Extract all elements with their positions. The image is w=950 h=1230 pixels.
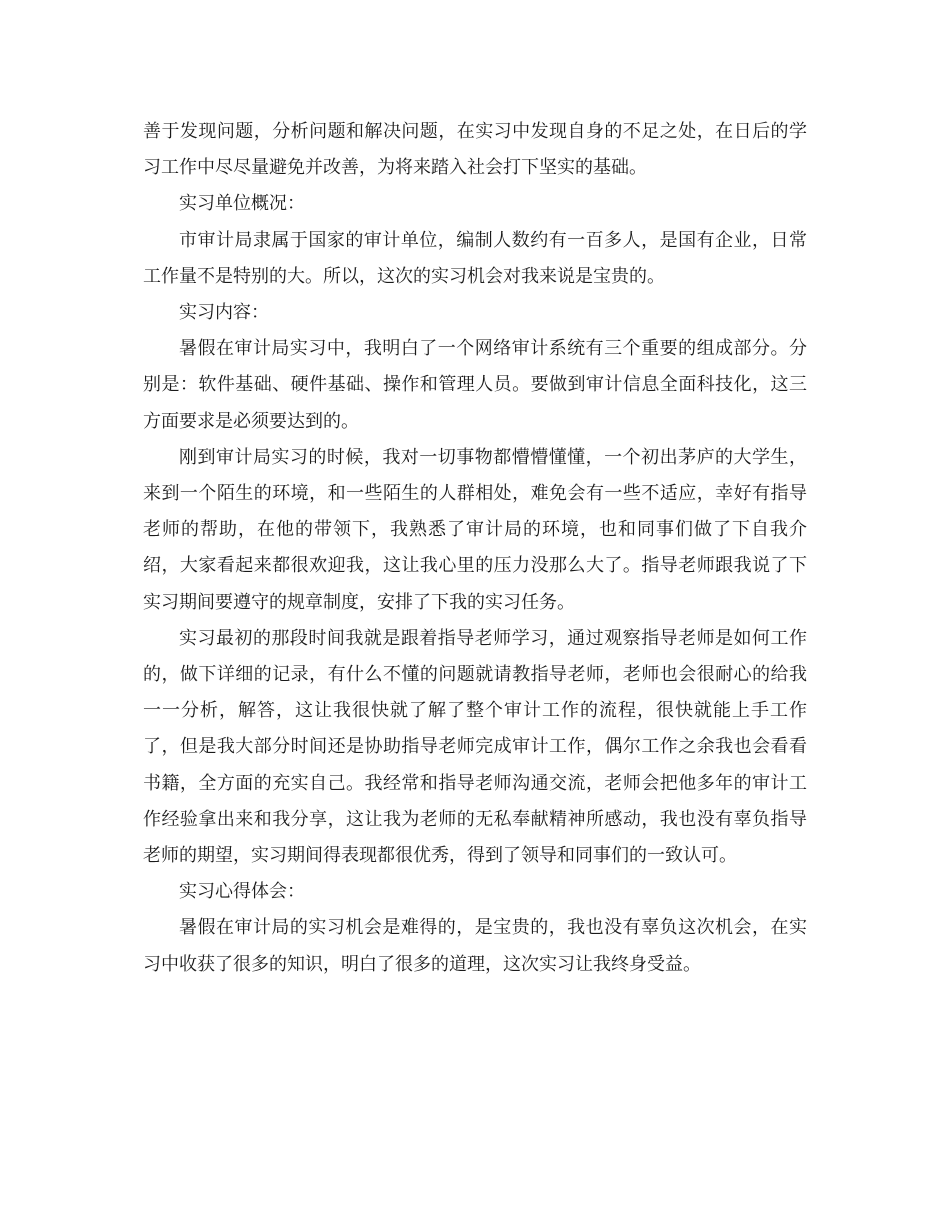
heading-internship-reflections: 实习心得体会：: [179, 881, 305, 903]
document-body: [143, 114, 807, 983]
heading-internship-unit-overview: 实习单位概况：: [179, 193, 305, 215]
paragraph-unit-description: 市审计局隶属于国家的审计单位，编制人数约有一百多人，是国有企业，日常工作量不是特别的大。所以，这次的实习机会对我来说是宝贵的。: [143, 229, 807, 287]
paragraph-continuation: 善于发现问题，分析问题和解决问题，在实习中发现自身的不足之处，在日后的学习工作中尽尽量避免并改善，为将来踏入社会打下坚实的基础。: [143, 121, 807, 179]
paragraph-conclusion: 暑假在审计局的实习机会是难得的，是宝贵的，我也没有辜负这次机会，在实习中收获了很多的知识，明白了很多的道理，这次实习让我终身受益。: [143, 917, 807, 975]
heading-internship-content: 实习内容：: [179, 302, 269, 324]
paragraph-audit-system: 暑假在审计局实习中，我明白了一个网络审计系统有三个重要的组成部分。分别是：软件基础、硬件基础、操作和管理人员。要做到审计信息全面科技化，这三方面要求是必须要达到的。: [143, 338, 807, 432]
paragraph-arrival: 刚到审计局实习的时候，我对一切事物都懵懵懂懂，一个初出茅庐的大学生，来到一个陌生的环境，和一些陌生的人群相处，难免会有一些不适应，幸好有指导老师的帮助，在他的带领下，我熟悉了审计局的环境，也和同事们做了下自我介绍，大家看起来都很欢迎我，这让我心里的压力没那么大了。指导老师跟我说了下实习期间要遵守的规章制度，安排了下我的实习任务。: [143, 446, 807, 613]
paragraph-learning: 实习最初的那段时间我就是跟着指导老师学习，通过观察指导老师是如何工作的，做下详细的记录，有什么不懂的问题就请教指导老师，老师也会很耐心的给我一一分析，解答，这让我很快就了解了整个审计工作的流程，很快就能上手工作了，但是我大部分时间还是协助指导老师完成审计工作，偶尔工作之余我也会看看书籍，全方面的充实自己。我经常和指导老师沟通交流，老师会把他多年的审计工作经验拿出来和我分享，这让我为老师的无私奉献精神所感动，我也没有辜负指导老师的期望，实习期间得表现都很优秀，得到了领导和同事们的一致认可。: [143, 627, 807, 867]
